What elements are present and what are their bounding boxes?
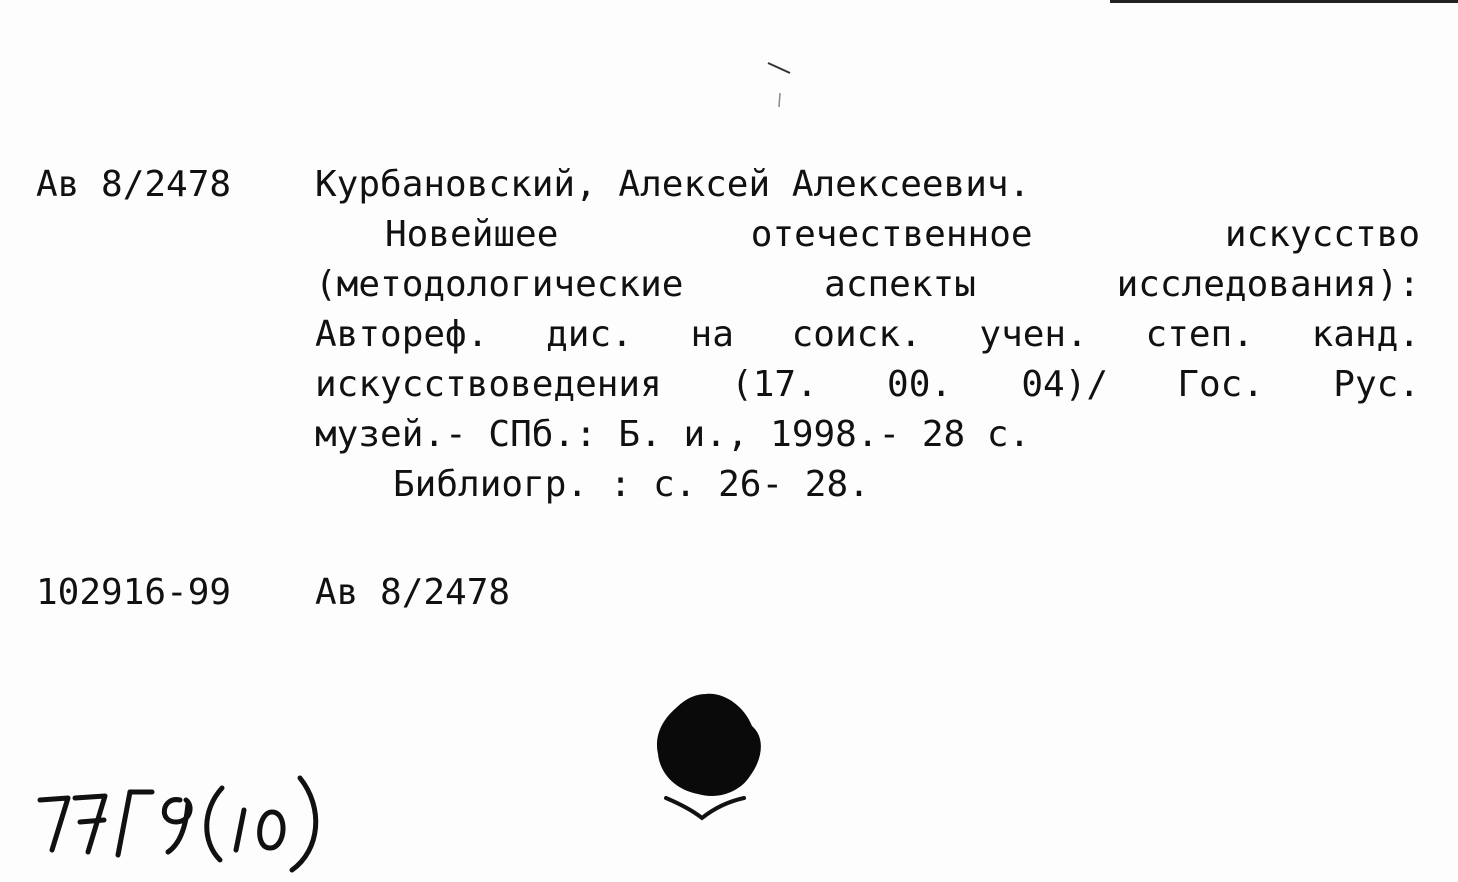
shelfmark: Ав 8/2478 — [36, 164, 232, 205]
imprint-line: музей.- СПб.: Б. и., 1998.- 28 с. — [315, 414, 1031, 455]
top-edge-rule — [1110, 0, 1458, 3]
title-line-4: искусствоведения (17. 00. 04)/ Гос. Рус. — [315, 364, 1420, 405]
inventory-number: 102916-99 — [36, 572, 232, 613]
title-line-1: Новейшее отечественное искусство — [385, 214, 1420, 255]
author-heading: Курбановский, Алексей Алексеевич. — [315, 164, 1031, 205]
title-line-2: (методологические аспекты исследования): — [315, 264, 1420, 305]
scan-speck-mark — [760, 55, 800, 115]
bibliography-note: Библиогр. : с. 26- 28. — [393, 464, 870, 505]
bibliographic-entry — [315, 160, 1420, 510]
handwritten-classification-note — [30, 760, 330, 875]
title-line-3: Автореф. дис. на соиск. учен. степ. канд. — [315, 314, 1420, 355]
inventory-shelfmark: Ав 8/2478 — [315, 572, 511, 613]
punch-hole-mark — [640, 680, 780, 830]
